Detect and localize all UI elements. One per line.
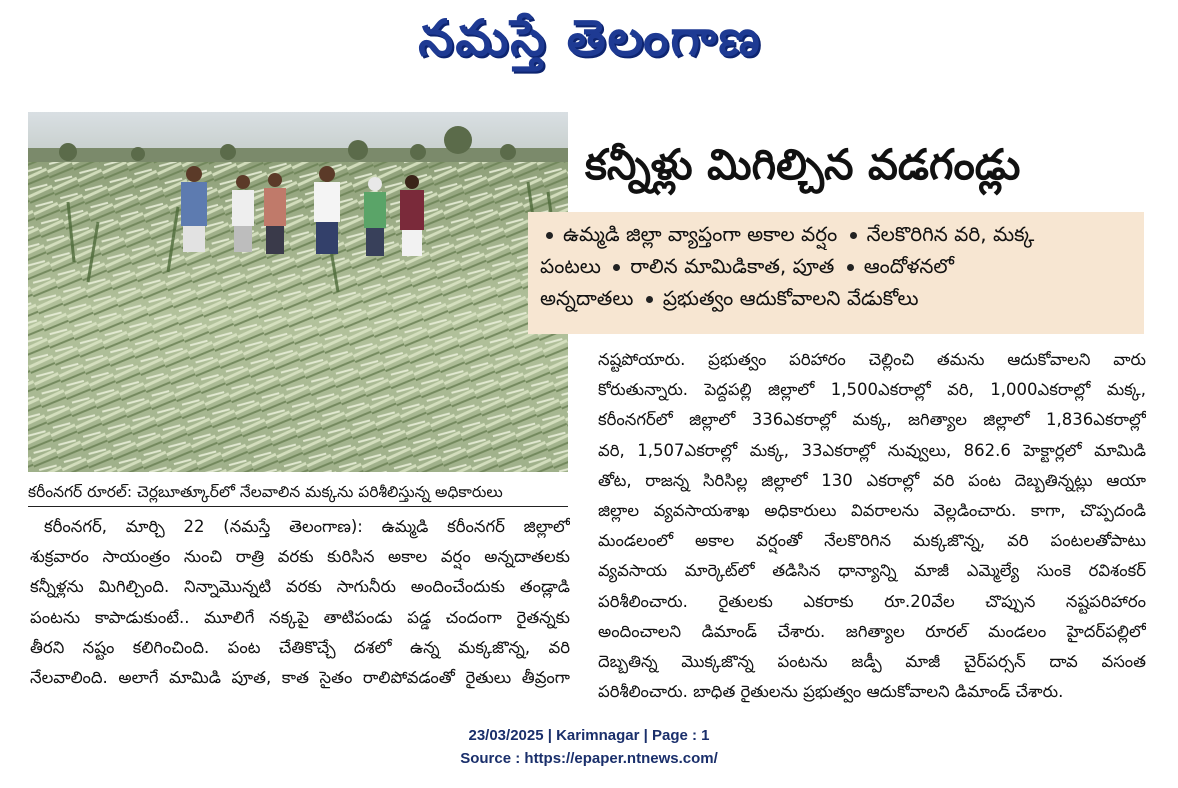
bullet-icon [850,232,857,239]
body-line: పంటను కాపాడుకుంటే.. మూలిగే నక్కపై తాటిపండు పడ్డ చందంగా రైతన్నకు [30,607,570,627]
masthead-title: నమస్తే తెలంగాణ [418,8,762,67]
article-body-left [30,512,570,693]
body-line: కోరుతున్నారు. పెద్దపల్లి జిల్లాలో 1,500ఎకరాల్లో వరి, 1,000ఎకరాల్లో మక్క, [598,380,1146,400]
body-line: కరీంనగర్, మార్చి 22 (నమస్తే తెలంగాణ): ఉమ్మడి కరీంనగర్ జిల్లాలో [44,517,570,536]
body-line: వ్యవసాయ మార్కెట్‌లో తడిసిన ధాన్యాన్ని మాజీ ఎమ్మెల్యే సుంకె రవిశంకర్ [598,561,1146,581]
body-line: మండలంలో అకాల వర్షంతో నేలకొరిగిన మక్కజొన్న, వరి పంటలతోపాటు [598,531,1146,551]
deck-line: ఉమ్మడి జిల్లా వ్యాప్తంగా అకాల వర్షం నేలకొరిగిన వరి, మక్క [540,218,1130,250]
footer-dateline: 23/03/2025 | Karimnagar | Page : 1 [468,727,710,744]
photo-caption: కరీంనగర్ రూరల్: చెర్లబూత్కూర్‌లో నేలవాలిన మక్కను పరిశీలిస్తున్న అధికారులు [28,478,568,507]
article-body-right [598,345,1146,707]
masthead-logo [380,2,800,80]
deck-line: అన్నదాతలు ప్రభుత్వం ఆదుకోవాలని వేడుకోలు [540,286,919,310]
bullet-icon [646,296,653,303]
body-line: శుక్రవారం సాయంత్రం నుంచి రాత్రి వరకు కురిసిన అకాల వర్షం అన్నదాతలకు [30,547,570,567]
body-line: తోట, రాజన్న సిరిసిల్ల జిల్లాలో 130 ఎకరాల్లో వరి పంట దెబ్బతిన్నట్లు ఆయా [598,470,1146,490]
bullet-icon [546,232,553,239]
body-line: అందించాలని డిమాండ్ చేశారు. జగిత్యాల రూరల్ మండలం హైదర్‌పల్లిలో [598,621,1146,641]
bullet-icon [847,264,854,271]
news-photo [28,112,568,472]
body-line: కన్నీళ్లను మిగిల్చింది. నిన్నామొన్నటి వరకు సాగునీరు అందించేందుకు తండ్లాడి [30,577,570,597]
body-line: పరిశీలించారు. రైతులకు ఎకరాకు రూ.20వేల చొప్పున నష్టపరిహారం [598,591,1146,611]
body-line: నేలవాలింది. అలాగే మామిడి పూత, కాత సైతం రాలిపోవడంతో రైతులు తీవ్రంగా [30,667,570,687]
body-line: తీరని నష్టం కలిగించింది. పంట చేతికొచ్చే దశలో ఉన్న మక్కజొన్న, వరి [30,637,570,657]
field-photo-icon [28,112,568,472]
body-line: కరీంనగర్‌లో జిల్లాలో 336ఎకరాల్లో మక్క, జగిత్యాల జిల్లాలో 1,836ఎకరాల్లో [598,410,1146,430]
body-line: దెబ్బతిన్న మొక్కజొన్న పంటను జడ్పీ మాజీ చైర్‌పర్సన్ దావ వసంత [598,651,1146,671]
deck-line: పంటలు రాలిన మామిడికాత, పూత ఆందోళనలో [540,254,954,278]
headline: కన్నీళ్లు మిగిల్చిన వడగండ్లు [585,140,1021,189]
bullet-icon [613,264,620,271]
body-line: వరి, 1,507ఎకరాల్లో మక్క, 33ఎకరాల్లో నువ్వులు, 862.6 హెక్టార్లలో మామిడి [598,440,1146,460]
body-line: జిల్లాల వ్యవసాయశాఖ అధికారులు వివరాలను వెల్లడించారు. కాగా, చొప్పదండి [598,500,1146,520]
footer-source-link[interactable]: Source : https://epaper.ntnews.com/ [460,750,718,767]
deck-box [528,212,1144,334]
body-line: నష్టపోయారు. ప్రభుత్వం పరిహారం చెల్లించి తమను ఆదుకోవాలని వారు [598,350,1146,369]
body-line: పరిశీలించారు. బాధిత రైతులను ప్రభుత్వం ఆదుకోవాలని డిమాండ్ చేశారు. [598,682,1064,702]
